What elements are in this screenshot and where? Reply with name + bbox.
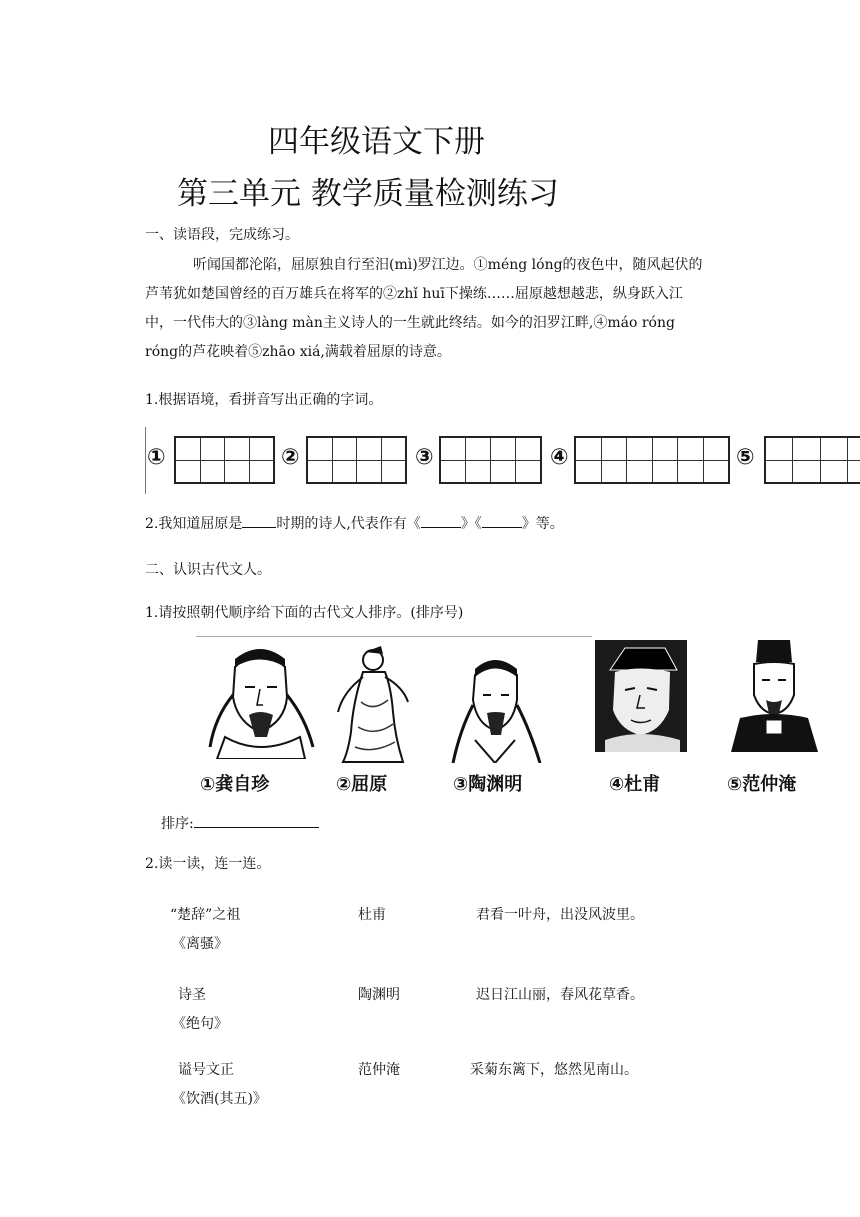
match-middle-3[interactable]: 范仲淹: [358, 1062, 400, 1078]
match-right-1[interactable]: 君看一叶舟，出没风波里。: [476, 907, 644, 923]
grid-number-3: ③: [415, 445, 434, 470]
answer-box-4[interactable]: [574, 436, 730, 484]
q2-mid2: 》《: [460, 516, 482, 532]
q2-prefix: 2.我知道屈原是: [145, 516, 243, 532]
blank-work-2[interactable]: [482, 513, 522, 528]
grid-number-1: ①: [147, 445, 166, 470]
q2-suffix: 》等。: [521, 516, 564, 532]
order-answer-blank[interactable]: [194, 813, 319, 828]
answer-box-2[interactable]: [306, 436, 407, 484]
portrait-label-5: ⑤范仲淹: [727, 774, 797, 795]
match-right-2[interactable]: 迟日江山丽，春风花草香。: [476, 987, 644, 1003]
section2-q1: 1.请按照朝代顺序给下面的古代文人排序。(排序号): [145, 605, 464, 621]
section1-q2: [145, 510, 564, 539]
page-subtitle: 第三单元 教学质量检测练习: [177, 176, 559, 212]
match-left-1[interactable]: “楚辞”之祖: [170, 907, 241, 923]
order-line: [161, 810, 319, 839]
page-title: 四年级语文下册: [268, 124, 485, 160]
portrait-label-1: ①龚自珍: [200, 774, 270, 795]
portrait-tao-yuanming: [445, 655, 545, 763]
grid-left-edge: [145, 427, 146, 494]
answer-box-3[interactable]: [439, 436, 542, 484]
match-middle-1[interactable]: 杜甫: [358, 907, 386, 923]
q2-mid1: 时期的诗人,代表作有《: [276, 516, 421, 532]
grid-number-2: ②: [281, 445, 300, 470]
match-left-3[interactable]: 谥号文正: [178, 1062, 234, 1078]
portrait-label-2: ②屈原: [336, 774, 388, 795]
match-work-1[interactable]: 《离骚》: [172, 936, 228, 952]
match-right-3[interactable]: 采菊东篱下，悠然见南山。: [470, 1062, 638, 1078]
blank-era[interactable]: [242, 513, 276, 528]
blank-work-1[interactable]: [421, 513, 461, 528]
grid-number-4: ④: [550, 445, 569, 470]
match-work-3[interactable]: 《饮酒(其五)》: [172, 1091, 267, 1107]
answer-box-5[interactable]: [764, 436, 860, 484]
portrait-fan-zhongyan: [726, 640, 822, 752]
section2-q2: 2.读一读，连一连。: [145, 856, 271, 872]
portrait-du-fu: [595, 640, 687, 752]
section1-passage: 听闻国都沦陷，屈原独自行至汨(mì)罗江边。①méng lóng的夜色中，随风起伏的芦苇犹如楚国曾经的百万雄兵在将军的②zhǐ huī下操练……屈原越想越悲，纵身跃入江中，一代伟大的③làng màn主义诗人的一生就此终结。如今的汨罗江畔,④máo róng róng的芦花映着⑤zhāo xiá,满载着屈原的诗意。: [145, 257, 703, 360]
section1-q1: 1.根据语境，看拼音写出正确的字词。: [145, 392, 383, 408]
order-label: 排序:: [161, 816, 194, 832]
portrait-qu-yuan: [333, 642, 413, 764]
answer-box-1[interactable]: [174, 436, 275, 484]
match-middle-2[interactable]: 陶渊明: [358, 987, 400, 1003]
portrait-label-4: ④杜甫: [609, 774, 661, 795]
portrait-label-3: ③陶渊明: [453, 774, 523, 795]
match-work-2[interactable]: 《绝句》: [172, 1016, 228, 1032]
grid-number-5: ⑤: [736, 445, 755, 470]
match-left-2[interactable]: 诗圣: [178, 987, 206, 1003]
section2-heading: 二、认识古代文人。: [145, 562, 271, 578]
section1-heading: 一、读语段，完成练习。: [145, 227, 299, 243]
pinyin-grid-strip: [145, 427, 860, 494]
portrait-gong-zizhen: [205, 637, 315, 759]
